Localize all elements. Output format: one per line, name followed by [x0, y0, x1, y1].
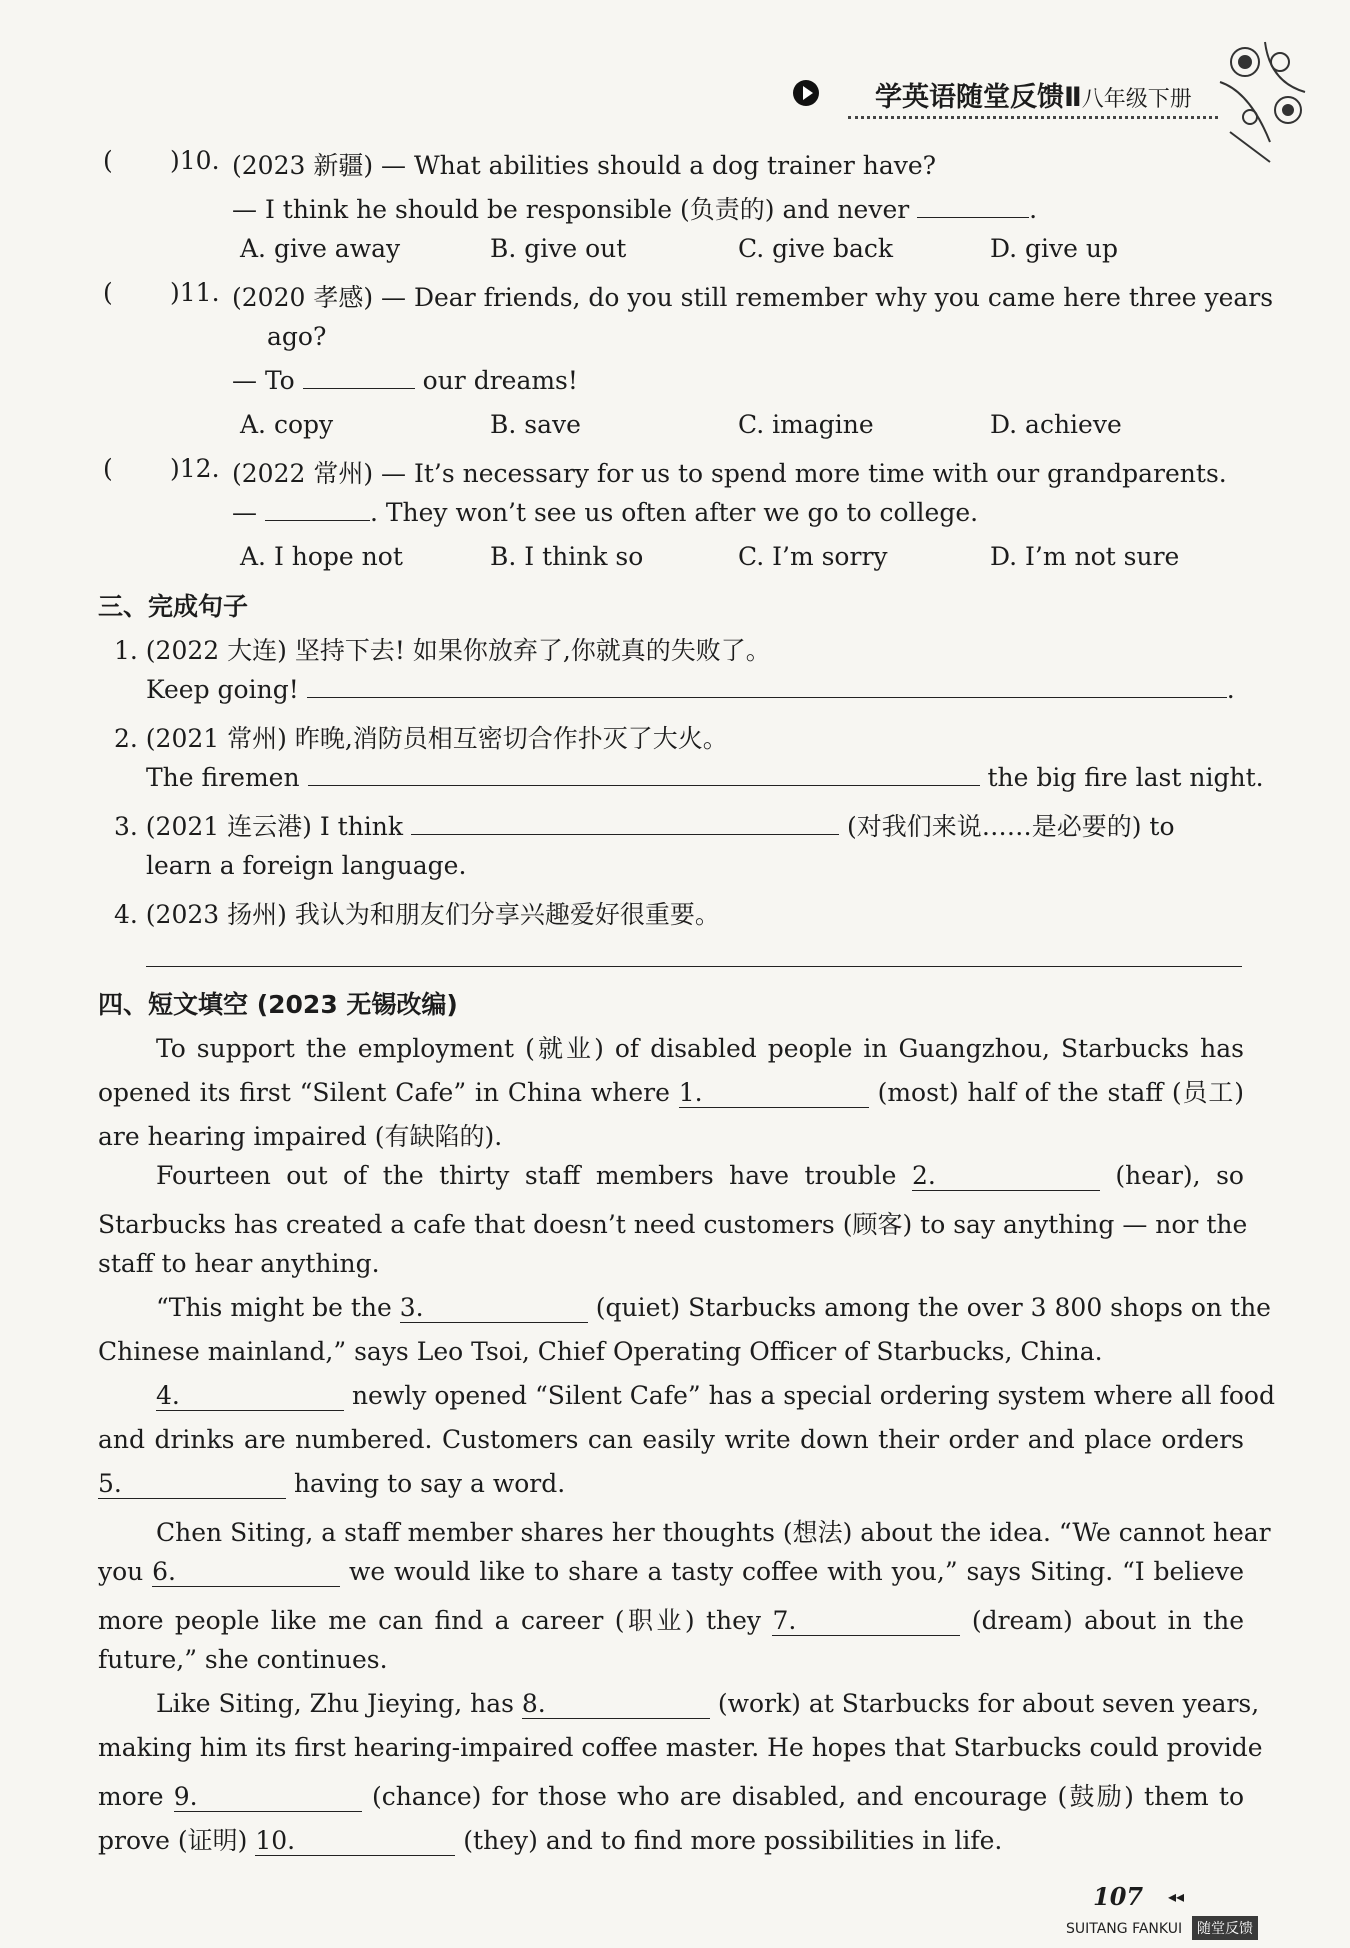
question-reply: — . They won’t see us often after we go to college. — [232, 498, 979, 527]
question-number: )12. — [170, 454, 220, 483]
passage-line: future,” she continues. — [98, 1645, 388, 1674]
answer-blank[interactable]: 7. — [772, 1606, 960, 1636]
answer-blank[interactable] — [917, 216, 1029, 218]
answer-blank[interactable]: 6. — [152, 1557, 340, 1587]
question-stem: (2022 常州) — It’s necessary for us to spend more time with our grandparents. — [232, 459, 1227, 488]
answer-blank[interactable] — [308, 784, 980, 786]
option-d: D. I’m not sure — [990, 542, 1180, 571]
answer-paren: ( — [103, 146, 113, 175]
question-reply: — To our dreams! — [232, 366, 578, 395]
option-c: C. I’m sorry — [738, 542, 888, 571]
option-c: C. imagine — [738, 410, 874, 439]
answer-blank[interactable]: 9. — [174, 1782, 362, 1812]
answer-paren: ( — [103, 454, 113, 483]
sentence-answer: The firemen the big fire last night. — [146, 763, 1264, 792]
option-c: C. give back — [738, 234, 894, 263]
question-stem: (2020 孝感) — Dear friends, do you still remember why you came here three years — [232, 283, 1274, 312]
passage-line: To support the employment (就业) of disabled people in Guangzhou, Starbucks has — [156, 1034, 1244, 1063]
passage-line: Like Siting, Zhu Jieying, has 8. (work) at Starbucks for about seven years, — [156, 1689, 1260, 1718]
passage-line: and drinks are numbered. Customers can easily write down their order and place orders — [98, 1425, 1244, 1454]
answer-blank[interactable]: 3. — [400, 1293, 588, 1323]
question-reply: — I think he should be responsible (负责的) and never . — [232, 195, 1038, 224]
arrow-left-icon: ◂◂ — [1168, 1887, 1185, 1906]
passage-line: you 6. we would like to share a tasty coffee with you,” says Siting. “I believe — [98, 1557, 1244, 1586]
play-icon — [793, 80, 819, 106]
sentence-prompt: 2. (2021 常州) 昨晚,消防员相互密切合作扑灭了大火。 — [114, 724, 728, 753]
series-badge: 随堂反馈 — [1192, 1916, 1258, 1940]
option-b: B. give out — [490, 234, 627, 263]
section-heading: 三、完成句子 — [98, 592, 249, 621]
passage-line: opened its first “Silent Cafe” in China where 1. (most) half of the staff (员工) — [98, 1078, 1244, 1107]
passage-line: more people like me can find a career (职业) they 7. (dream) about in the — [98, 1606, 1244, 1635]
passage-line: Chen Siting, a staff member shares her thoughts (想法) about the idea. “We cannot hear — [156, 1518, 1271, 1547]
grade-label: 八年级下册 — [1081, 87, 1192, 112]
flower-decoration-icon — [1210, 22, 1320, 172]
option-a: A. copy — [240, 410, 334, 439]
passage-line: are hearing impaired (有缺陷的). — [98, 1122, 503, 1151]
passage-line: Starbucks has created a cafe that doesn’t need customers (顾客) to say anything — nor the — [98, 1210, 1248, 1239]
passage-line: Chinese mainland,” says Leo Tsoi, Chief Operating Officer of Starbucks, China. — [98, 1337, 1103, 1366]
answer-blank[interactable]: 5. — [98, 1469, 286, 1499]
sentence-answer: Keep going! . — [146, 675, 1235, 704]
answer-blank[interactable] — [307, 696, 1227, 698]
passage-line: Fourteen out of the thirty staff members have trouble 2. (hear), so — [156, 1161, 1244, 1190]
sentence-cont: learn a foreign language. — [146, 851, 467, 880]
passage-line: 5. having to say a word. — [98, 1469, 566, 1498]
option-d: D. achieve — [990, 410, 1122, 439]
book-title: 学英语随堂反馈Ⅱ八年级下册 — [875, 82, 1192, 113]
answer-blank[interactable] — [303, 387, 415, 389]
answer-blank[interactable]: 2. — [912, 1161, 1100, 1191]
header-divider — [848, 116, 1218, 119]
question-number: )10. — [170, 146, 220, 175]
option-a: A. give away — [240, 234, 401, 263]
page-number: 107 — [1093, 1882, 1144, 1911]
passage-line: making him its first hearing-impaired coffee master. He hopes that Starbucks could provide — [98, 1733, 1263, 1762]
passage-line: prove (证明) 10. (they) and to find more possibilities in life. — [98, 1826, 1003, 1855]
question-stem-cont: ago? — [267, 322, 327, 351]
answer-blank[interactable]: 8. — [522, 1689, 710, 1719]
sentence-prompt: 4. (2023 扬州) 我认为和朋友们分享兴趣爱好很重要。 — [114, 900, 720, 929]
sentence-prompt: 1. (2022 大连) 坚持下去! 如果你放弃了,你就真的失败了。 — [114, 636, 771, 665]
sentence-prompt: 3. (2021 连云港) I think (对我们来说……是必要的) to — [114, 812, 1175, 841]
series-tag: SUITANG FANKUI — [1066, 1921, 1183, 1937]
passage-line: more 9. (chance) for those who are disabled, and encourage (鼓励) them to — [98, 1782, 1244, 1811]
answer-blank[interactable] — [265, 519, 370, 521]
answer-blank[interactable]: 10. — [255, 1826, 455, 1856]
passage-line: 4. newly opened “Silent Cafe” has a special ordering system where all food — [156, 1381, 1275, 1410]
passage-line: “This might be the 3. (quiet) Starbucks among the over 3 800 shops on the — [156, 1293, 1271, 1322]
answer-paren: ( — [103, 278, 113, 307]
question-number: )11. — [170, 278, 220, 307]
answer-blank[interactable] — [411, 833, 839, 835]
question-stem: (2023 新疆) — What abilities should a dog trainer have? — [232, 151, 937, 180]
answer-blank[interactable] — [146, 965, 1242, 967]
option-d: D. give up — [990, 234, 1119, 263]
option-b: B. I think so — [490, 542, 644, 571]
answer-blank[interactable]: 4. — [156, 1381, 344, 1411]
option-a: A. I hope not — [240, 542, 403, 571]
section-heading: 四、短文填空 (2023 无锡改编) — [98, 990, 458, 1019]
answer-blank[interactable]: 1. — [679, 1078, 869, 1108]
passage-line: staff to hear anything. — [98, 1249, 380, 1278]
option-b: B. save — [490, 410, 581, 439]
